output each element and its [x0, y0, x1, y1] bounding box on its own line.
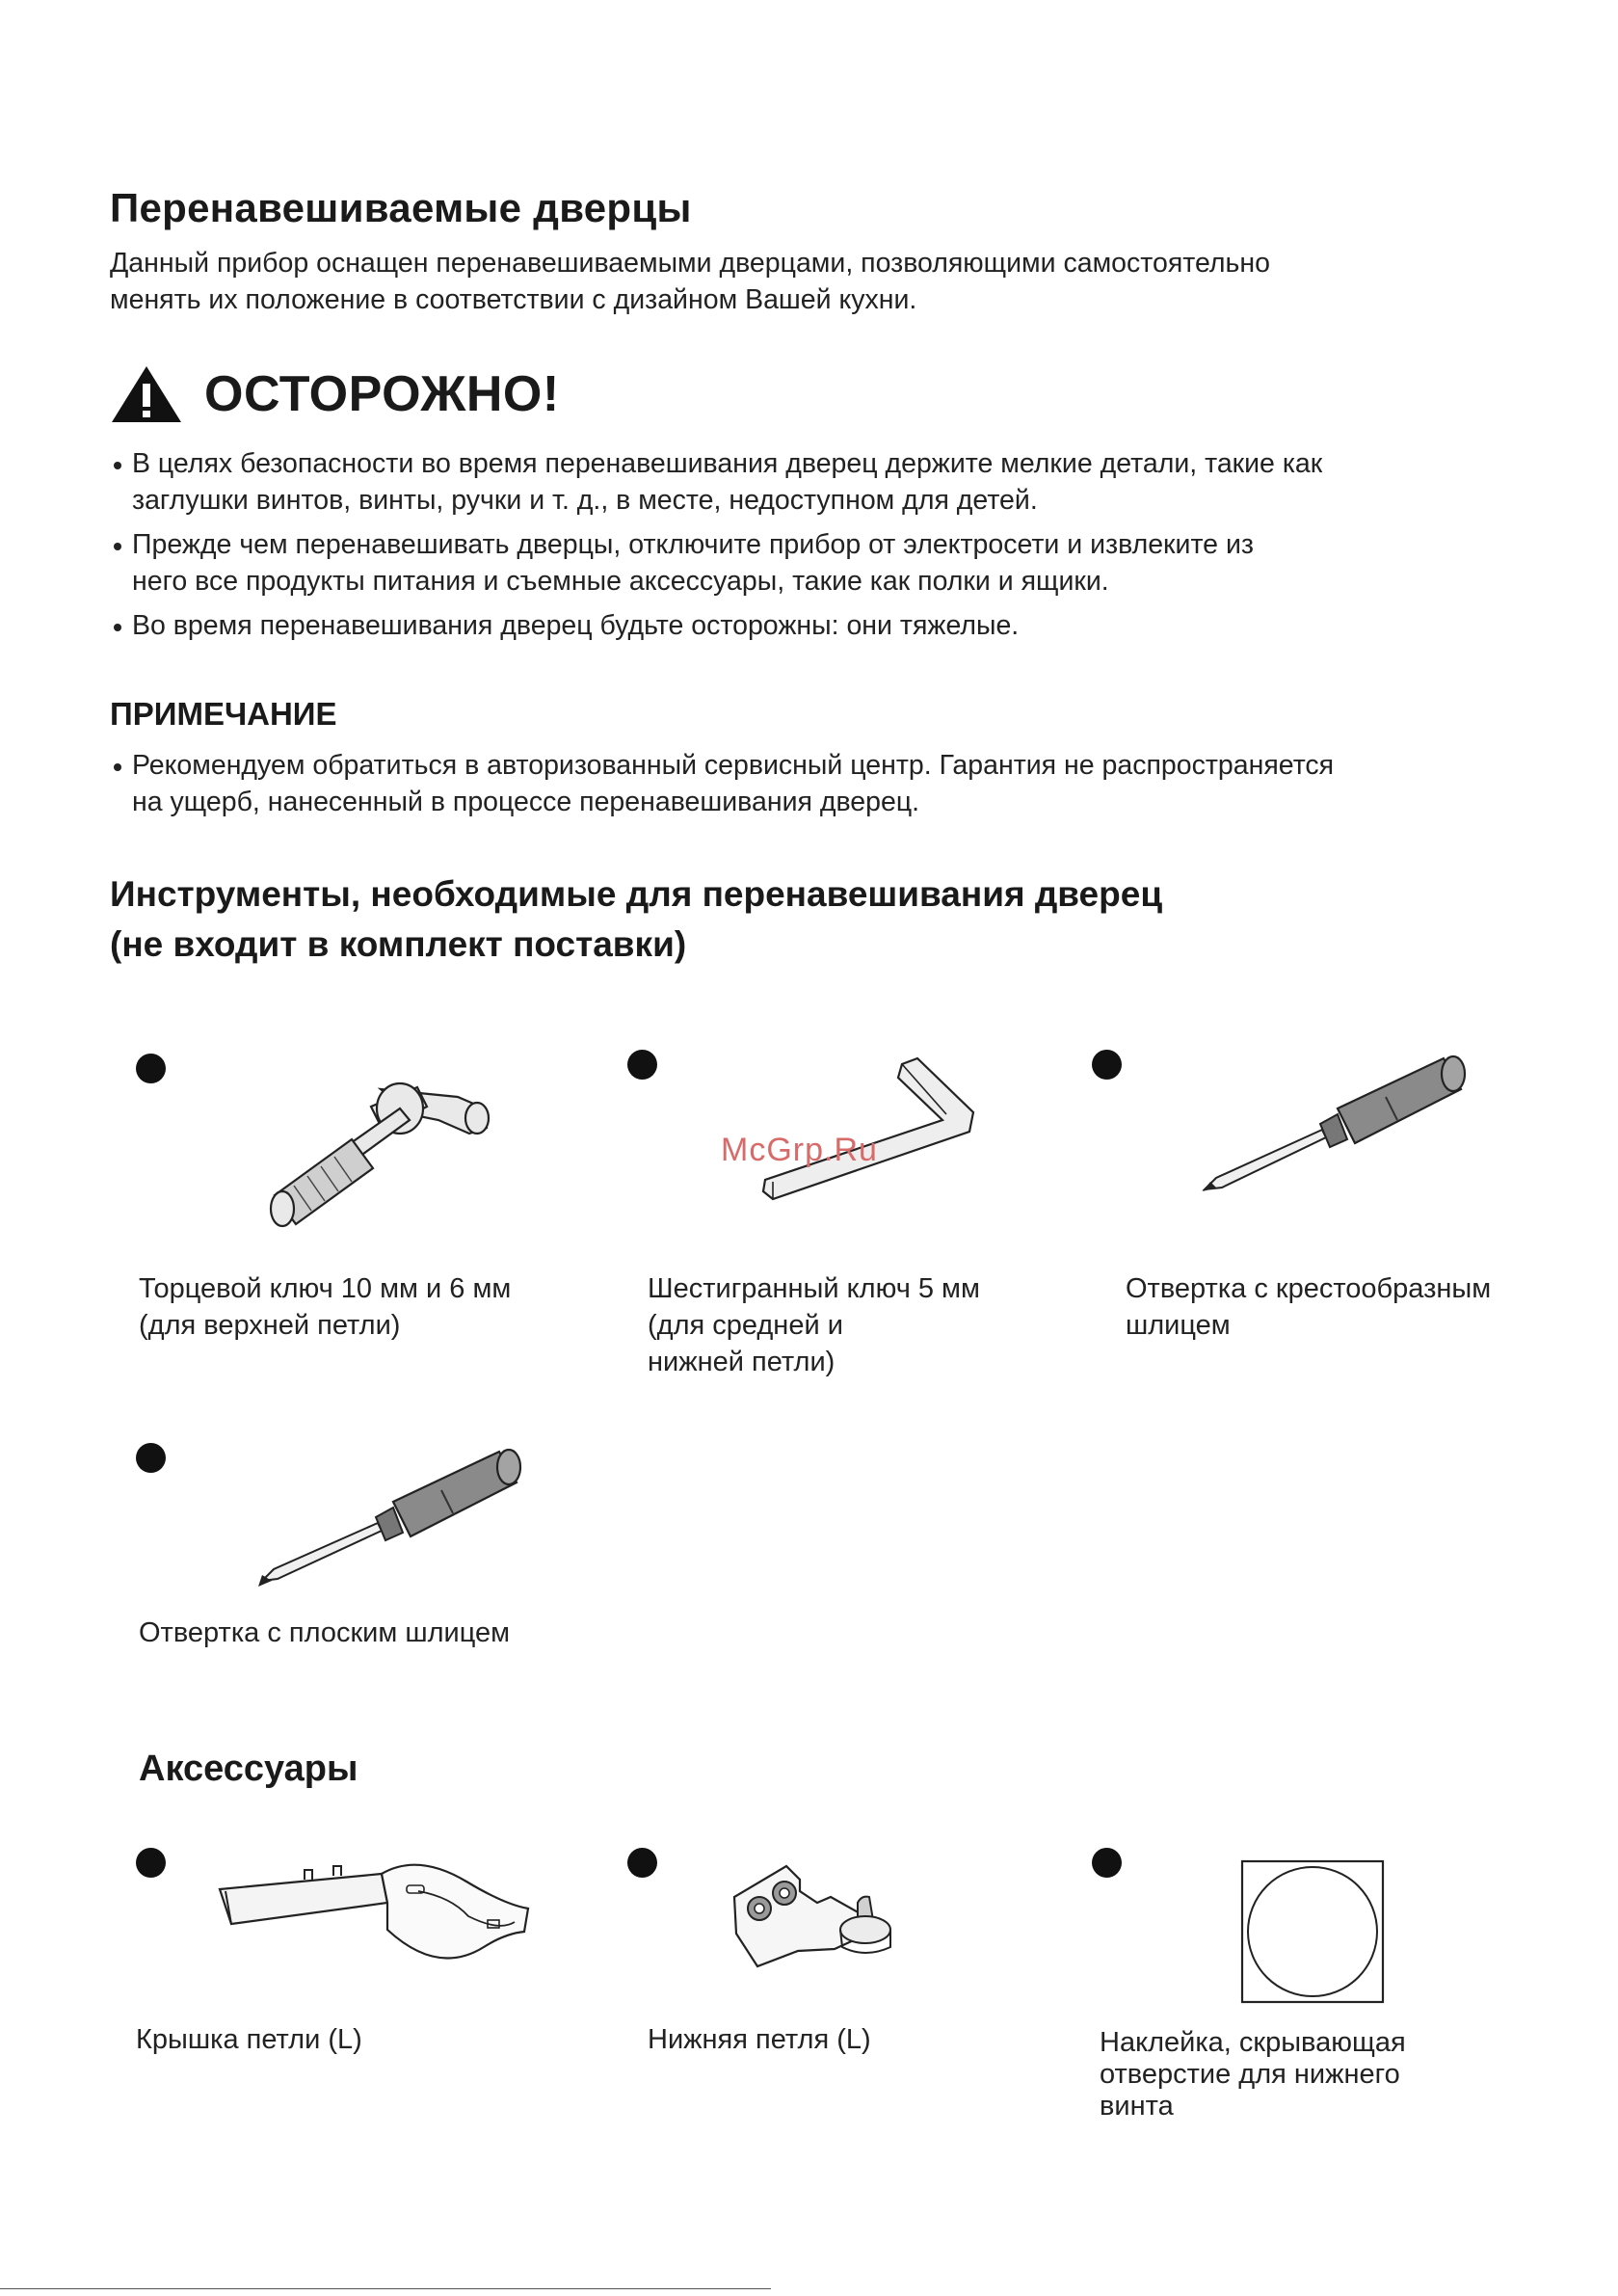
- note-list: [110, 747, 1517, 828]
- accessory-caption-line: Наклейка, скрывающая: [1100, 2027, 1406, 2058]
- tool-caption: [1126, 1270, 1491, 1344]
- warning-triangle-icon: [110, 364, 183, 424]
- tool-caption: [648, 1270, 980, 1380]
- tools-heading: [110, 869, 1363, 970]
- accessory-caption-line: винта: [1100, 2091, 1174, 2122]
- watermark: McGrp.Ru: [721, 1132, 878, 1168]
- warning-title: ОСТОРОЖНО!: [204, 366, 560, 422]
- intro-line: менять их положение в соответствии с дизайном Вашей кухни.: [110, 284, 917, 315]
- tool-caption-line: Шестигранный ключ 5 мм: [648, 1273, 980, 1304]
- note-item-line: Рекомендуем обратиться в авторизованный сервисный центр. Гарантия не распространяется: [132, 750, 1335, 781]
- accessory-caption-line: отверстие для нижнего: [1100, 2059, 1400, 2090]
- intro-text: [110, 245, 1459, 318]
- tool-caption-line: шлицем: [1126, 1310, 1231, 1341]
- page-title: Перенавешиваемые дверцы: [110, 185, 692, 230]
- intro-line: Данный прибор оснащен перенавешиваемыми дверцами, позволяющими самостоятельно: [110, 248, 1270, 279]
- warning-item: [110, 526, 1517, 600]
- hinge-cover-icon: [220, 1853, 532, 1966]
- lower-hinge-icon: [730, 1858, 894, 1968]
- tools-heading-line: Инструменты, необходимые для перенавешивания дверец: [110, 874, 1163, 914]
- tool-caption-line: (для средней и: [648, 1310, 843, 1341]
- item-marker: [136, 1054, 166, 1083]
- tool-caption-line: Торцевой ключ 10 мм и 6 мм: [139, 1273, 512, 1304]
- item-marker: [1092, 1050, 1122, 1080]
- tool-caption: [139, 1615, 510, 1651]
- tool-caption-line: (для верхней петли): [139, 1310, 401, 1341]
- warning-header: [110, 364, 560, 424]
- tool-caption: [139, 1270, 511, 1344]
- note-title: ПРИМЕЧАНИЕ: [110, 696, 337, 732]
- warning-item: [110, 607, 1517, 644]
- tools-heading-line: (не входит в комплект поставки): [110, 924, 687, 964]
- item-marker: [136, 1443, 166, 1473]
- item-marker: [627, 1050, 657, 1080]
- accessory-caption: [136, 2021, 362, 2058]
- item-marker: [1092, 1848, 1122, 1878]
- note-item-line: на ущерб, нанесенный в процессе перенавешивания дверец.: [132, 787, 920, 817]
- item-marker: [136, 1848, 166, 1878]
- item-marker: [627, 1848, 657, 1878]
- accessory-caption-line: Нижняя петля (L): [648, 2024, 871, 2055]
- tool-caption-line: нижней петли): [648, 1347, 836, 1377]
- tool-caption-line: Отвертка с плоским шлицем: [139, 1617, 511, 1648]
- screw-hole-sticker-icon: [1241, 1860, 1384, 2003]
- footer-divider: [0, 2288, 771, 2289]
- warning-item-line: заглушки винтов, винты, ручки и т. д., в месте, недоступном для детей.: [132, 485, 1038, 516]
- warning-list: [110, 445, 1517, 652]
- warning-item: [110, 445, 1517, 519]
- warning-item-line: него все продукты питания и съемные аксессуары, такие как полки и ящики.: [132, 566, 1109, 597]
- accessory-caption: [648, 2021, 871, 2058]
- socket-wrench-icon: [255, 1051, 496, 1224]
- note-item: [110, 747, 1517, 820]
- phillips-screwdriver-icon: [1203, 1051, 1469, 1195]
- warning-item-line: Прежде чем перенавешивать дверцы, отключите прибор от электросети и извлеките из: [132, 529, 1254, 560]
- accessory-caption-line: Крышка петли (L): [136, 2024, 362, 2055]
- warning-item-line: В целях безопасности во время перенавешивания дверец держите мелкие детали, такие как: [132, 448, 1323, 479]
- warning-item-line: Во время перенавешивания дверец будьте осторожны: они тяжелые.: [132, 610, 1020, 641]
- flat-screwdriver-icon: [258, 1446, 524, 1590]
- accessories-heading: Аксессуары: [139, 1749, 358, 1789]
- tool-caption-line: Отвертка с крестообразным: [1126, 1273, 1492, 1304]
- accessory-caption: [1100, 2027, 1406, 2122]
